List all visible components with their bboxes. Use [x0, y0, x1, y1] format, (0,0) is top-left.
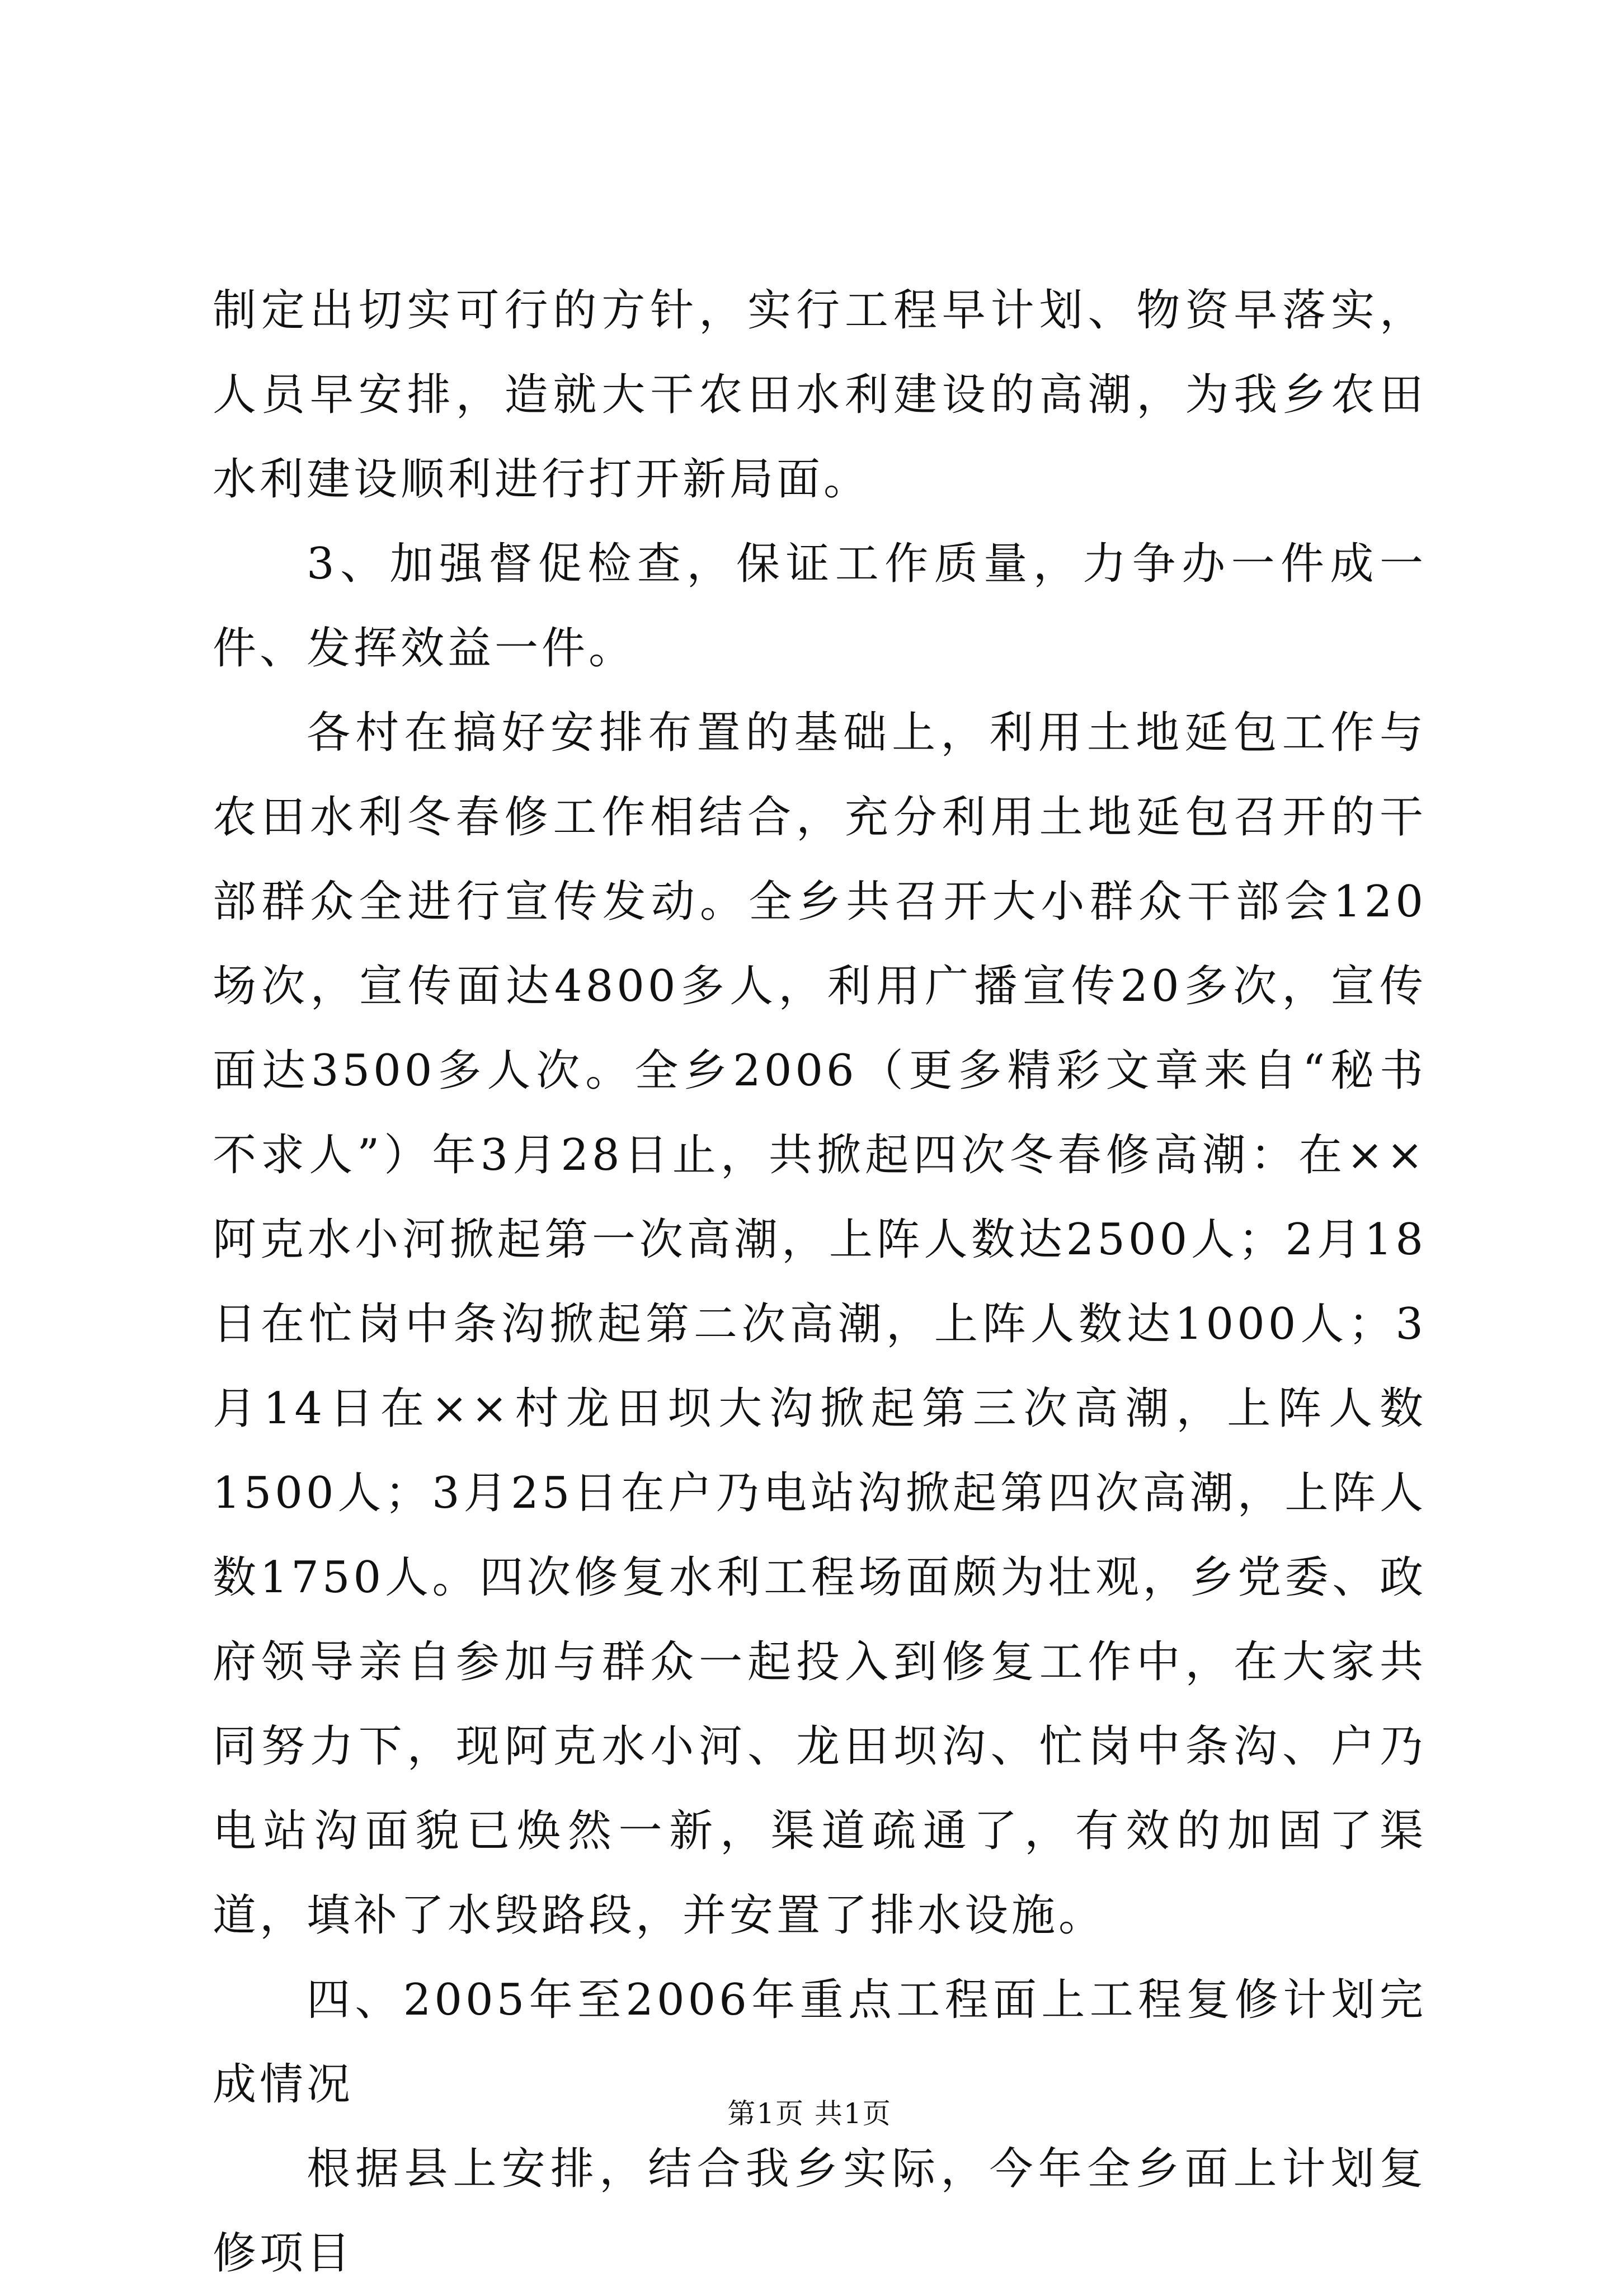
- paragraph-campaign-details: 各村在搞好安排布置的基础上，利用土地延包工作与农田水利冬春修工作相结合，充分利用土地延包召开的干部群众全进行宣传发动。全乡共召开大小群众干部会120场次，宣传面达4800多人，利用广播宣传20多次，宣传面达3500多人次。全乡2006（更多精彩文章来自“秘书不求人”）年3月28日止，共掀起四次冬春修高潮：在××阿克水小河掀起第一次高潮，上阵人数达2500人；2月18日在忙岗中条沟掀起第二次高潮，上阵人数达1000人；3月14日在××村龙田坝大沟掀起第三次高潮，上阵人数1500人；3月25日在户乃电站沟掀起第四次高潮，上阵人数1750人。四次修复水利工程场面颇为壮观，乡党委、政府领导亲自参加与群众一起投入到修复工作中，在大家共同努力下，现阿克水小河、龙田坝沟、忙岗中条沟、户乃电站沟面貌已焕然一新，渠道疏通了，有效的加固了渠道，填补了水毁路段，并安置了排水设施。: [213, 708, 1427, 1941]
- document-body: [213, 269, 1427, 2296]
- page-number-footer: 第1页 共1页: [727, 2097, 892, 2130]
- paragraph-continuation: 制定出切实可行的方针，实行工程早计划、物资早落实，人员早安排，造就大干农田水利建设的高潮，为我乡农田水利建设顺利进行打开新局面。: [213, 285, 1427, 505]
- paragraph-plan-intro: 根据县上安排，结合我乡实际，今年全乡面上计划复修项目: [213, 2144, 1427, 2279]
- paragraph-item-3: 3、加强督促检查，保证工作质量，力争办一件成一件、发挥效益一件。: [213, 539, 1427, 674]
- section-heading-4: 四、2005年至2006年重点工程面上工程复修计划完成情况: [213, 1975, 1427, 2110]
